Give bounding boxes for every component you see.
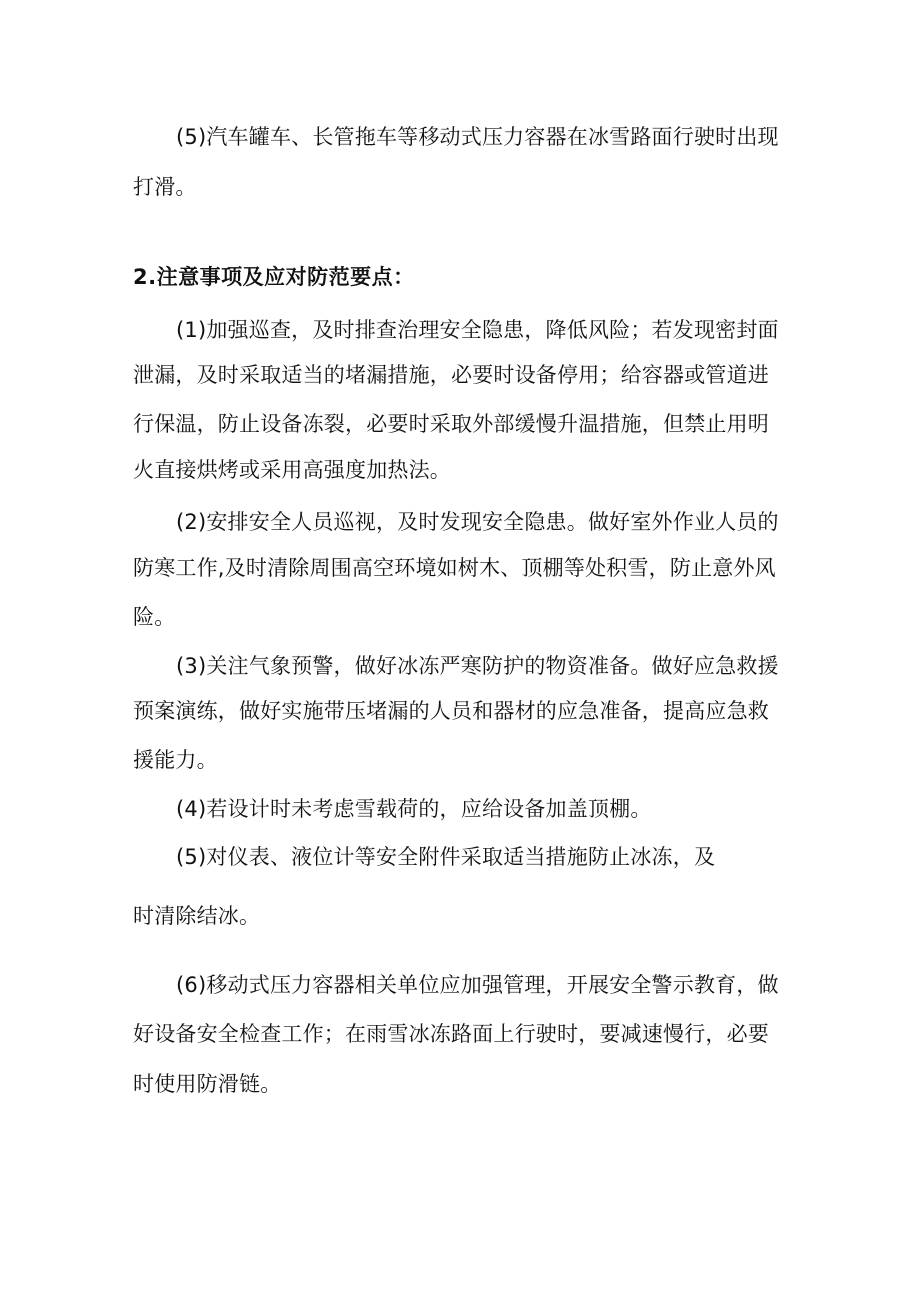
item-1-line-1: (1)加强巡查，及时排查治理安全隐患，降低风险；若发现密封面: [176, 318, 779, 342]
item-1-line-2: 泄漏，及时采取适当的堵漏措施，必要时设备停用；给容器或管道进: [133, 363, 769, 387]
item-6-line-1: (6)移动式压力容器相关单位应加强管理，开展安全警示教育，做: [176, 973, 779, 997]
item-5-line-2: 时清除结冰。: [133, 904, 261, 928]
item-3-line-1: (3)关注气象预警，做好冰冻严寒防护的物资准备。做好应急救援: [176, 654, 779, 678]
item-3-line-2: 预案演练，做好实施带压堵漏的人员和器材的应急准备，提高应急救: [133, 699, 769, 723]
item-2-line-1: (2)安排安全人员巡视，及时发现安全隐患。做好室外作业人员的: [176, 510, 779, 534]
para-prev-5-line-2: 打滑。: [133, 175, 197, 199]
item-2-line-2: 防寒工作,及时清除周围高空环境如树木、顶棚等处积雪，防止意外风: [133, 556, 776, 580]
item-4-line-1: (4)若设计时未考虑雪载荷的，应给设备加盖顶棚。: [176, 797, 652, 821]
item-6-line-2: 好设备安全检查工作；在雨雪冰冻路面上行驶时，要减速慢行，必要: [133, 1022, 769, 1046]
item-1-line-4: 火直接烘烤或采用高强度加热法。: [133, 458, 451, 482]
item-1-line-3: 行保温，防止设备冻裂，必要时采取外部缓慢升温措施，但禁止用明: [133, 412, 769, 436]
item-2-line-3: 险。: [133, 605, 176, 629]
item-3-line-3: 援能力。: [133, 748, 218, 772]
item-6-line-3: 时使用防滑链。: [133, 1072, 282, 1096]
section-heading: 2.注意事项及应对防范要点：: [133, 265, 415, 289]
para-prev-5-line-1: (5)汽车罐车、长管拖车等移动式压力容器在冰雪路面行驶时出现: [176, 125, 779, 149]
item-5-line-1: (5)对仪表、液位计等安全附件采取适当措施防止冰冻，及: [176, 845, 716, 869]
